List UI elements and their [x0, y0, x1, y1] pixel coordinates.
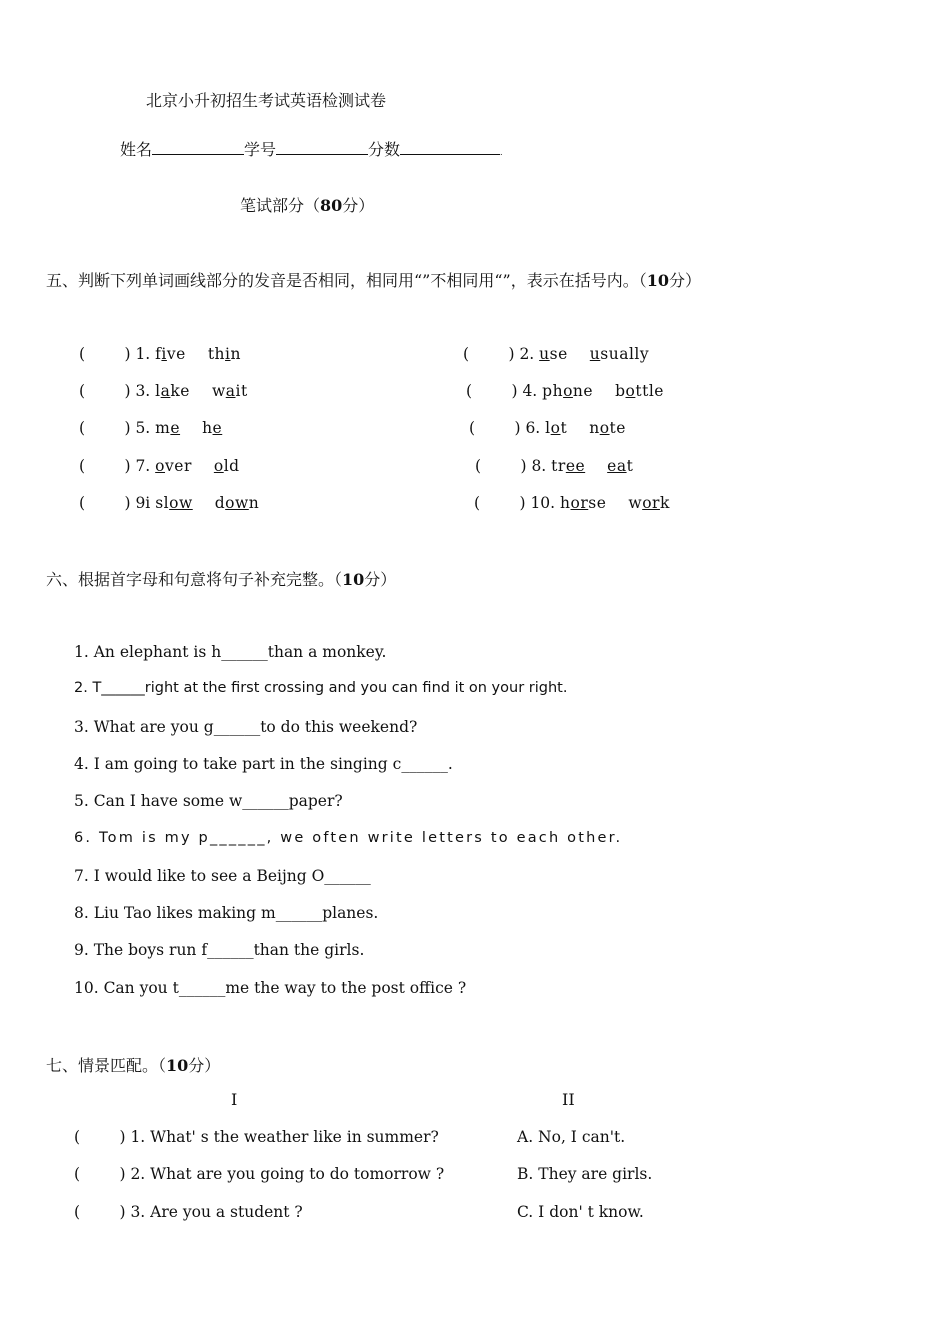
- underlined-part: a: [160, 382, 171, 400]
- id-label: 学号: [244, 140, 277, 159]
- word-part: d: [214, 494, 226, 512]
- word-part: tr: [551, 457, 566, 475]
- matching-question: [74, 1165, 444, 1183]
- question-text: 1. What' s the weather like in summer?: [125, 1128, 439, 1146]
- answer-bracket[interactable]: ( ): [475, 457, 527, 475]
- word-part: ne: [572, 382, 594, 400]
- underlined-part: or: [570, 494, 589, 512]
- pronunciation-item: [79, 419, 222, 437]
- answer-bracket[interactable]: ( ): [74, 1128, 126, 1146]
- answer-bracket[interactable]: ( ): [79, 494, 131, 512]
- word-one: [155, 457, 192, 475]
- fill-blank-item: 10. Can you t______me the way to the post office ?: [74, 978, 467, 997]
- word-part: th: [207, 345, 226, 363]
- item-number: 8.: [526, 457, 552, 475]
- word-part: ph: [542, 382, 564, 400]
- word-one: [539, 345, 568, 363]
- underlined-part: i: [161, 345, 167, 363]
- underlined-part: ow: [169, 494, 193, 512]
- fill-blank-item: 3. What are you g______to do this weekend?: [74, 717, 418, 736]
- word-part: n: [248, 494, 260, 512]
- word-part: n: [230, 345, 241, 363]
- item-number: 9i: [130, 494, 156, 512]
- score-label: 分数: [368, 140, 401, 159]
- item-number: 3.: [130, 382, 156, 400]
- pronunciation-item: [474, 494, 670, 512]
- matching-answer: A. No, I can't.: [517, 1128, 626, 1146]
- matching-answer: B. They are girls.: [517, 1165, 653, 1184]
- score-blank[interactable]: [400, 140, 500, 155]
- q5-heading: 五、判断下列单词画线部分的发音是否相同，相同用“”不相同用“”，表示在括号内。（10分）: [46, 271, 702, 290]
- pronunciation-item: [79, 457, 240, 475]
- q7-heading: 七、情景匹配。（10分）: [46, 1056, 221, 1075]
- answer-bracket[interactable]: ( ): [74, 1202, 126, 1221]
- word-two: [590, 345, 649, 363]
- info-trail: .: [500, 148, 503, 157]
- word-part: b: [615, 382, 626, 400]
- word-part: se: [588, 494, 607, 512]
- fill-blank-item: 8. Liu Tao likes making m______planes.: [74, 904, 379, 923]
- q6-heading: 六、根据首字母和句意将句子补充完整。（10分）: [46, 570, 397, 589]
- underlined-part: o: [625, 382, 636, 400]
- item-number: 4.: [517, 382, 543, 400]
- fill-blank-item: 5. Can I have some w______paper?: [74, 792, 343, 811]
- answer-bracket[interactable]: ( ): [79, 419, 131, 437]
- id-blank[interactable]: [276, 140, 368, 155]
- word-part: l: [545, 419, 551, 437]
- word-part: ver: [165, 457, 192, 475]
- word-part: f: [155, 345, 162, 363]
- word-part: m: [155, 419, 171, 437]
- answer-bracket[interactable]: ( ): [79, 382, 131, 400]
- word-part: w: [628, 494, 643, 512]
- pronunciation-item: [79, 345, 241, 363]
- matching-answer: C. I don' t know.: [517, 1202, 644, 1221]
- exam-title: 北京小升初招生考试英语检测试卷: [146, 91, 387, 110]
- word-two: [607, 457, 633, 475]
- matching-question: [74, 1203, 303, 1221]
- fill-blank-item: 9. The boys run f______than the girls.: [74, 941, 365, 960]
- word-one: [155, 419, 180, 437]
- word-part: it: [235, 382, 248, 400]
- underlined-part: o: [155, 457, 166, 475]
- word-part: sl: [155, 494, 170, 512]
- fill-blank-item: 4. I am going to take part in the singing c______.: [74, 754, 453, 773]
- answer-bracket[interactable]: ( ): [466, 382, 518, 400]
- underlined-part: i: [225, 345, 231, 363]
- word-part: ke: [170, 382, 190, 400]
- word-two: [212, 382, 248, 400]
- word-one: [155, 494, 193, 512]
- word-one: [542, 382, 593, 400]
- answer-bracket[interactable]: ( ): [469, 419, 521, 437]
- pronunciation-item: [466, 382, 664, 400]
- section-title: 笔试部分（80分）: [240, 196, 375, 215]
- word-part: ld: [223, 457, 240, 475]
- underlined-part: o: [599, 419, 610, 437]
- answer-bracket[interactable]: ( ): [474, 494, 526, 512]
- word-one: [155, 345, 186, 363]
- item-number: 10.: [525, 494, 561, 512]
- word-two: [589, 419, 626, 437]
- pronunciation-item: [79, 494, 259, 512]
- word-two: [615, 382, 664, 400]
- underlined-part: or: [642, 494, 660, 512]
- column-i-heading: I: [231, 1090, 238, 1109]
- underlined-part: u: [539, 345, 550, 363]
- word-part: h: [202, 419, 213, 437]
- underlined-part: o: [563, 382, 573, 400]
- word-part: n: [589, 419, 600, 437]
- name-blank[interactable]: [152, 140, 244, 155]
- word-one: [155, 382, 190, 400]
- word-part: ttle: [635, 382, 664, 400]
- fill-blank-item: 1. An elephant is h______than a monkey.: [74, 643, 387, 661]
- pronunciation-item: [469, 419, 626, 437]
- word-one: [545, 419, 567, 437]
- item-number: 5.: [130, 419, 156, 437]
- word-part: k: [659, 494, 670, 512]
- underlined-part: o: [550, 419, 561, 437]
- underlined-part: ow: [225, 494, 249, 512]
- name-label: 姓名: [120, 140, 153, 159]
- word-part: w: [211, 382, 226, 400]
- student-info-line: [120, 137, 503, 160]
- matching-question: [74, 1128, 439, 1146]
- pronunciation-item: [463, 345, 649, 363]
- underlined-part: ee: [565, 457, 586, 475]
- word-part: te: [609, 419, 626, 437]
- word-part: t: [626, 457, 634, 475]
- word-two: [628, 494, 669, 512]
- word-two: [214, 457, 240, 475]
- underlined-part: a: [225, 382, 236, 400]
- word-part: t: [560, 419, 568, 437]
- word-one: [560, 494, 606, 512]
- word-part: ve: [166, 345, 186, 363]
- question-text: 3. Are you a student ?: [125, 1202, 303, 1221]
- item-number: 7.: [130, 457, 156, 475]
- answer-bracket[interactable]: ( ): [74, 1165, 126, 1184]
- underlined-part: ea: [607, 457, 627, 475]
- item-number: 2.: [514, 345, 540, 363]
- word-one: [551, 457, 585, 475]
- underlined-part: e: [170, 419, 181, 437]
- item-number: 1.: [130, 345, 156, 363]
- underlined-part: o: [213, 457, 224, 475]
- word-part: h: [560, 494, 571, 512]
- word-two: [202, 419, 222, 437]
- underlined-part: u: [589, 345, 601, 363]
- fill-blank-item: 7. I would like to see a Beijng O______: [74, 866, 371, 885]
- word-part: se: [549, 345, 568, 363]
- word-two: [215, 494, 260, 512]
- item-number: 6.: [520, 419, 546, 437]
- fill-blank-item: 2. T______right at the first crossing and you can find it on your right.: [74, 680, 568, 697]
- question-text: 2. What are you going to do tomorrow ?: [125, 1165, 445, 1184]
- word-part: l: [155, 382, 161, 400]
- answer-bracket[interactable]: ( ): [79, 345, 131, 363]
- answer-bracket[interactable]: ( ): [463, 345, 515, 363]
- word-part: sually: [600, 345, 650, 363]
- word-two: [208, 345, 241, 363]
- pronunciation-item: [475, 457, 633, 475]
- underlined-part: e: [212, 419, 223, 437]
- answer-bracket[interactable]: ( ): [79, 457, 131, 475]
- pronunciation-item: [79, 382, 248, 400]
- column-ii-heading: II: [562, 1090, 575, 1109]
- fill-blank-item: 6. Tom is my p______, we often write letters to each other.: [74, 829, 623, 846]
